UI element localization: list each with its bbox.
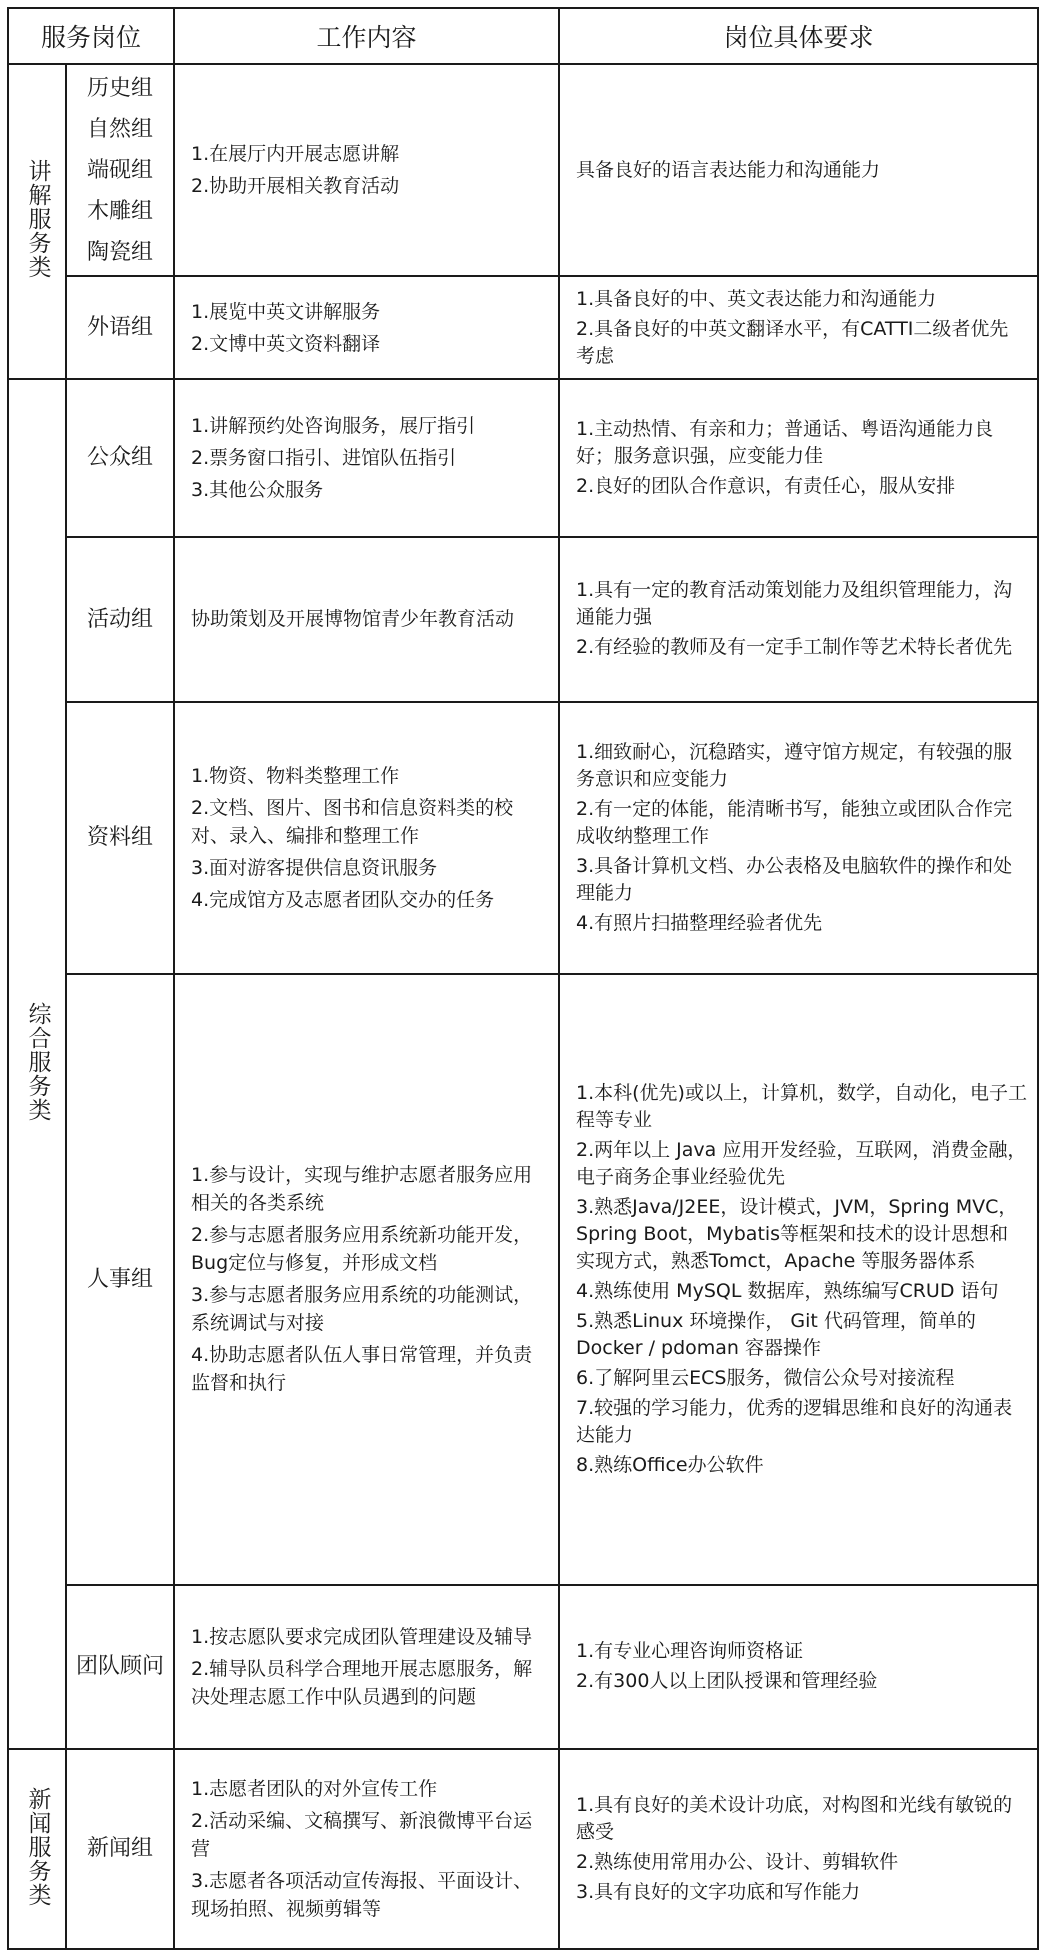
requirement-item: 4.有照片扫描整理经验者优先 bbox=[576, 911, 823, 934]
requirement-item: 4.熟练使用 MySQL 数据库，熟练编写CRUD 语句 bbox=[576, 1279, 999, 1302]
table-row bbox=[8, 64, 1038, 276]
group-label: 历史组 bbox=[87, 75, 154, 101]
table-row bbox=[8, 537, 1038, 702]
requirement-item: 1.主动热情、有亲和力；普通话、粤语沟通能力良好；服务意识强，应变能力佳 bbox=[576, 417, 994, 467]
content-item: 1.在展厅内开展志愿讲解 bbox=[191, 143, 400, 166]
content-item: 2.协助开展相关教育活动 bbox=[191, 175, 400, 198]
group-label: 新闻组 bbox=[87, 1836, 154, 1862]
content-item: 3.志愿者各项活动宣传海报、平面设计、现场拍照、视频剪辑等 bbox=[191, 1869, 533, 1920]
requirements-cell bbox=[559, 974, 1038, 1585]
content-cell bbox=[174, 1749, 559, 1949]
group-label: 外语组 bbox=[87, 315, 154, 341]
table-row bbox=[8, 379, 1038, 537]
category-label: 讲解服务类 bbox=[24, 159, 51, 280]
group-label: 自然组 bbox=[87, 116, 154, 142]
content-cell bbox=[174, 276, 559, 379]
content-item: 2.参与志愿者服务应用系统新功能开发，Bug定位与修复，并形成文档 bbox=[191, 1224, 533, 1275]
requirements-cell bbox=[559, 276, 1038, 379]
category-cell bbox=[8, 379, 66, 1749]
content-item: 2.文博中英文资料翻译 bbox=[191, 332, 381, 355]
group-label: 公众组 bbox=[87, 445, 154, 471]
requirements-cell bbox=[559, 379, 1038, 537]
content-item: 2.辅导队员科学合理地开展志愿服务，解决处理志愿工作中队员遇到的问题 bbox=[191, 1657, 533, 1708]
group-cell bbox=[66, 64, 174, 276]
content-item: 1.讲解预约处咨询服务，展厅指引 bbox=[191, 414, 476, 437]
category-label: 综合服务类 bbox=[24, 1001, 51, 1122]
requirements-cell bbox=[559, 64, 1038, 276]
group-cell bbox=[66, 1585, 174, 1749]
table-row bbox=[8, 1585, 1038, 1749]
requirements-cell bbox=[559, 1749, 1038, 1949]
content-cell bbox=[174, 974, 559, 1585]
content-cell bbox=[174, 64, 559, 276]
group-label: 团队顾问 bbox=[76, 1654, 165, 1680]
content-item: 4.完成馆方及志愿者团队交办的任务 bbox=[191, 888, 495, 911]
requirement-item: 具备良好的语言表达能力和沟通能力 bbox=[576, 158, 881, 181]
requirement-item: 2.有经验的教师及有一定手工制作等艺术特长者优先 bbox=[576, 636, 1013, 659]
requirement-item: 3.具有良好的文字功底和写作能力 bbox=[576, 1880, 861, 1903]
category-cell bbox=[8, 1749, 66, 1949]
requirement-item: 2.具备良好的中英文翻译水平，有CATTI二级者优先考虑 bbox=[576, 317, 1009, 367]
content-item: 3.面对游客提供信息资讯服务 bbox=[191, 856, 438, 879]
requirement-item: 1.本科(优先)或以上，计算机，数学，自动化，电子工程等专业 bbox=[576, 1081, 1027, 1131]
group-cell bbox=[66, 1749, 174, 1949]
content-cell bbox=[174, 537, 559, 702]
group-label: 资料组 bbox=[87, 825, 154, 851]
requirement-item: 1.具有良好的美术设计功底，对构图和光线有敏锐的感受 bbox=[576, 1793, 1013, 1843]
requirement-item: 1.具有一定的教育活动策划能力及组织管理能力，沟通能力强 bbox=[576, 579, 1013, 629]
category-cell bbox=[8, 64, 66, 379]
requirements-cell bbox=[559, 702, 1038, 974]
content-cell bbox=[174, 1585, 559, 1749]
group-cell bbox=[66, 276, 174, 379]
group-cell bbox=[66, 702, 174, 974]
content-item: 2.票务窗口指引、进馆队伍指引 bbox=[191, 446, 457, 469]
requirements-cell bbox=[559, 1585, 1038, 1749]
content-item: 协助策划及开展博物馆青少年教育活动 bbox=[191, 608, 515, 631]
category-label: 新闻服务类 bbox=[24, 1786, 51, 1907]
header-service-position: 服务岗位 bbox=[8, 8, 174, 64]
content-cell bbox=[174, 702, 559, 974]
table-row bbox=[8, 276, 1038, 379]
requirement-item: 5.熟悉Linux 环境操作， Git 代码管理，简单的Docker / pdoman 容器操作 bbox=[576, 1309, 976, 1359]
content-item: 2.文档、图片、图书和信息资料类的校对、录入、编排和整理工作 bbox=[191, 796, 514, 847]
requirement-item: 2.良好的团队合作意识，有责任心，服从安排 bbox=[576, 474, 956, 497]
group-label: 活动组 bbox=[87, 606, 154, 632]
header-work-content: 工作内容 bbox=[174, 8, 559, 64]
table-row bbox=[8, 702, 1038, 974]
content-item: 1.物资、物料类整理工作 bbox=[191, 764, 400, 787]
requirement-item: 7.较强的学习能力，优秀的逻辑思维和良好的沟通表达能力 bbox=[576, 1396, 1013, 1446]
table-row bbox=[8, 1749, 1038, 1949]
requirement-item: 3.熟悉Java/J2EE，设计模式，JVM，Spring MVC，Spring Boot，Mybatis等框架和技术的设计思想和实现方式，熟悉Tomct，Apache 等服务器体系 bbox=[576, 1195, 1018, 1272]
requirement-item: 1.具备良好的中、英文表达能力和沟通能力 bbox=[576, 287, 937, 310]
requirement-item: 2.有300人以上团队授课和管理经验 bbox=[576, 1670, 878, 1693]
content-item: 1.展览中英文讲解服务 bbox=[191, 300, 381, 323]
requirement-item: 3.具备计算机文档、办公表格及电脑软件的操作和处理能力 bbox=[576, 854, 1013, 904]
requirement-item: 2.熟练使用常用办公、设计、剪辑软件 bbox=[576, 1850, 899, 1873]
content-item: 1.参与设计，实现与维护志愿者服务应用相关的各类系统 bbox=[191, 1164, 533, 1215]
group-label: 人事组 bbox=[87, 1266, 154, 1292]
content-item: 4.协助志愿者队伍人事日常管理，并负责监督和执行 bbox=[191, 1344, 533, 1395]
content-item: 3.其他公众服务 bbox=[191, 478, 324, 501]
header-row bbox=[8, 8, 1038, 64]
requirements-cell bbox=[559, 537, 1038, 702]
requirement-item: 6.了解阿里云ECS服务，微信公众号对接流程 bbox=[576, 1366, 955, 1389]
content-item: 1.按志愿队要求完成团队管理建设及辅导 bbox=[191, 1625, 533, 1648]
group-cell bbox=[66, 974, 174, 1585]
content-item: 2.活动采编、文稿撰写、新浪微博平台运营 bbox=[191, 1809, 533, 1860]
content-cell bbox=[174, 379, 559, 537]
requirement-item: 8.熟练Office办公软件 bbox=[576, 1453, 764, 1476]
group-label: 陶瓷组 bbox=[87, 239, 154, 265]
content-item: 1.志愿者团队的对外宣传工作 bbox=[191, 1777, 438, 1800]
group-label: 木雕组 bbox=[87, 198, 154, 224]
requirement-item: 1.有专业心理咨询师资格证 bbox=[576, 1640, 804, 1663]
requirement-item: 1.细致耐心，沉稳踏实，遵守馆方规定，有较强的服务意识和应变能力 bbox=[576, 740, 1013, 790]
group-cell bbox=[66, 537, 174, 702]
group-cell bbox=[66, 379, 174, 537]
requirement-item: 2.两年以上 Java 应用开发经验，互联网，消费金融，电子商务企事业经验优先 bbox=[576, 1138, 1027, 1188]
table-row bbox=[8, 974, 1038, 1585]
volunteer-positions-table bbox=[7, 7, 1039, 1950]
requirement-item: 2.有一定的体能，能清晰书写，能独立或团队合作完成收纳整理工作 bbox=[576, 797, 1013, 847]
header-requirements: 岗位具体要求 bbox=[559, 8, 1038, 64]
group-label: 端砚组 bbox=[87, 157, 154, 183]
content-item: 3.参与志愿者服务应用系统的功能测试，系统调试与对接 bbox=[191, 1284, 533, 1335]
